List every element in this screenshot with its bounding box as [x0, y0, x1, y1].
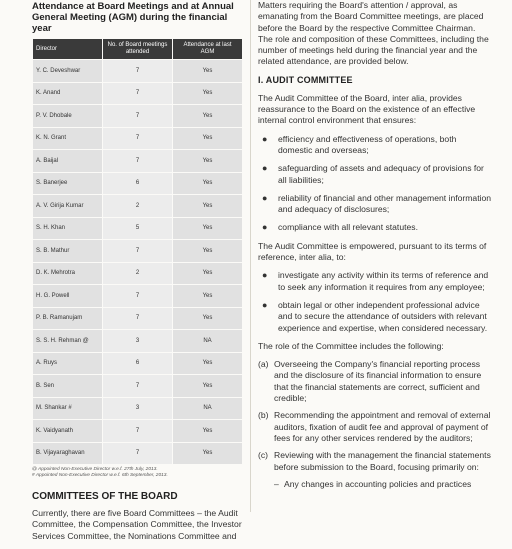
meetings-cell: 3 [103, 397, 173, 420]
director-cell: S. Banerjee [33, 172, 103, 195]
meetings-cell: 7 [103, 127, 173, 150]
attendance-footnotes [32, 467, 242, 479]
role-list [258, 359, 492, 473]
role-item: (c) Reviewing with the management the financial statements before submission to the Board, focusing primarily on: [258, 450, 491, 472]
intro-paragraph: Matters requiring the Board's attention / approval, as emanating from the Board Committee meetings, are placed before the Board by the respective Committee Chairman. The role and composition of these Committees, including the number of meetings held during the financial year and the related attendance, are provided below. [258, 0, 489, 67]
footnote: # Appointed Non-Executive Director w.e.f. 6th September, 2013. [32, 473, 168, 478]
list-item: ● compliance with all relevant statutes. [262, 222, 418, 233]
meetings-cell: 3 [103, 330, 173, 353]
table-row [33, 262, 243, 285]
bullet-icon: ● [262, 133, 268, 144]
agm-cell: Yes [173, 105, 243, 128]
meetings-cell: 7 [103, 150, 173, 173]
agm-cell: Yes [173, 307, 243, 330]
table-row [33, 105, 243, 128]
bullet-icon: ● [262, 163, 268, 174]
agm-cell: Yes [173, 150, 243, 173]
table-row [33, 195, 243, 218]
bullet-icon: ● [262, 192, 268, 203]
table-row [33, 375, 243, 398]
table-row [33, 217, 243, 240]
meetings-cell: 7 [103, 105, 173, 128]
attendance-table-body [33, 60, 243, 465]
agm-cell: Yes [173, 127, 243, 150]
director-cell: K. Vaidyanath [33, 420, 103, 443]
bullet-icon: ● [262, 299, 268, 310]
director-cell: A. V. Girija Kumar [33, 195, 103, 218]
table-row [33, 442, 243, 465]
director-cell: A. Baijal [33, 150, 103, 173]
left-column [32, 0, 242, 549]
right-column [258, 0, 492, 490]
meetings-cell: 2 [103, 195, 173, 218]
agm-cell: NA [173, 330, 243, 353]
director-cell: S. H. Khan [33, 217, 103, 240]
list-item: ● safeguarding of assets and adequacy of provisions for all liabilities; [262, 163, 484, 185]
list-item: ● investigate any activity within its terms of reference and to seek any information it requires from any employee; [262, 270, 489, 292]
meetings-cell: 6 [103, 172, 173, 195]
list-item: ● reliability of financial and other management information and adequacy of disclosures; [262, 192, 492, 215]
director-cell: A. Ruys [33, 352, 103, 375]
bullet-icon: ● [262, 270, 268, 281]
table-row [33, 127, 243, 150]
agm-cell: Yes [173, 172, 243, 195]
director-cell: M. Shankar # [33, 397, 103, 420]
director-cell: S. B. Mathur [33, 240, 103, 263]
header-meetings: No. of Board meetings attended [103, 39, 173, 60]
control-bullet-list [258, 134, 492, 234]
committees-heading: COMMITTEES OF THE BOARD [32, 491, 178, 502]
header-agm: Attendance at last AGM [173, 39, 243, 60]
meetings-cell: 7 [103, 420, 173, 443]
table-row [33, 420, 243, 443]
table-row [33, 330, 243, 353]
director-cell: D. K. Mehrotra [33, 262, 103, 285]
meetings-cell: 7 [103, 442, 173, 465]
bullet-icon: ● [262, 222, 268, 233]
list-item: ● efficiency and effectiveness of operations, both domestic and overseas; [262, 133, 457, 155]
director-cell: K. N. Grant [33, 127, 103, 150]
meetings-cell: 2 [103, 262, 173, 285]
director-cell: K. Anand [33, 82, 103, 105]
agm-cell: NA [173, 397, 243, 420]
meetings-cell: 6 [103, 352, 173, 375]
empowered-paragraph: The Audit Committee is empowered, pursuant to its terms of reference, inter alia, to: [258, 240, 487, 263]
table-row [33, 307, 243, 330]
agm-cell: Yes [173, 82, 243, 105]
agm-cell: Yes [173, 285, 243, 308]
list-item: ● obtain legal or other independent professional advice and to secure the attendance of outsiders with relevant experience and expertise, when considered necessary. [262, 299, 488, 333]
meetings-cell: 7 [103, 307, 173, 330]
header-director: Director [33, 39, 103, 60]
column-divider [250, 0, 251, 512]
table-row [33, 172, 243, 195]
table-row [33, 397, 243, 420]
agm-cell: Yes [173, 60, 243, 83]
meetings-cell: 7 [103, 82, 173, 105]
director-cell: Y. C. Deveshwar [33, 60, 103, 83]
director-cell: H. G. Powell [33, 285, 103, 308]
role-paragraph: The role of the Committee includes the following: [258, 340, 444, 351]
director-cell: P. V. Dhobale [33, 105, 103, 128]
footnote: @ Appointed Non-Executive Director w.e.f. 27th July, 2013. [32, 467, 158, 472]
table-row [33, 285, 243, 308]
attendance-header-row [33, 39, 243, 60]
attendance-title: Attendance at Board Meetings and at Annual General Meeting (AGM) during the financial year [32, 1, 234, 34]
empowered-bullet-list [258, 270, 492, 333]
agm-cell: Yes [173, 240, 243, 263]
director-cell: B. Sen [33, 375, 103, 398]
agm-cell: Yes [173, 420, 243, 443]
agm-cell: Yes [173, 262, 243, 285]
meetings-cell: 7 [103, 60, 173, 83]
meetings-cell: 7 [103, 240, 173, 263]
agm-cell: Yes [173, 195, 243, 218]
committees-intro: Currently, there are five Board Committees – the Audit Committee, the Compensation Committee, the Investor Services Committee, the Nominations Committee and [32, 508, 242, 541]
dash-item: – Any changes in accounting policies and practices [274, 478, 472, 489]
table-row [33, 60, 243, 83]
role-item: (a) Overseeing the Company's financial reporting process and the disclosure of its financial information to ensure that the financial statements are correct, sufficient and credible; [258, 359, 482, 404]
director-cell: B. Vijayaraghavan [33, 442, 103, 465]
director-cell: S. S. H. Rehman @ [33, 330, 103, 353]
audit-committee-heading: I. AUDIT COMMITTEE [258, 74, 353, 85]
meetings-cell: 7 [103, 375, 173, 398]
director-cell: P. B. Ramanujam [33, 307, 103, 330]
agm-cell: Yes [173, 352, 243, 375]
table-row [33, 352, 243, 375]
table-row [33, 240, 243, 263]
agm-cell: Yes [173, 442, 243, 465]
table-row [33, 82, 243, 105]
attendance-table [32, 38, 243, 465]
audit-paragraph: The Audit Committee of the Board, inter alia, provides reassurance to the Board on the existence of an effective internal control environment that ensures: [258, 92, 476, 126]
agm-cell: Yes [173, 217, 243, 240]
meetings-cell: 5 [103, 217, 173, 240]
table-row [33, 150, 243, 173]
agm-cell: Yes [173, 375, 243, 398]
role-item: (b) Recommending the appointment and removal of external auditors, fixation of audit fee and approval of payment of fees for any other services rendered by the auditors; [258, 410, 491, 443]
meetings-cell: 7 [103, 285, 173, 308]
